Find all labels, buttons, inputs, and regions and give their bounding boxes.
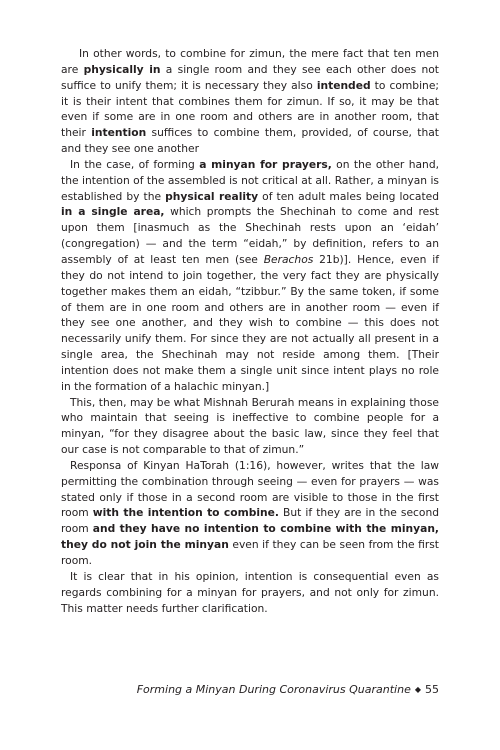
paragraph-minyan-physical bbox=[61, 157, 439, 395]
text-run: But if they are in the second room bbox=[61, 506, 440, 536]
text-run: of ten adult males being located bbox=[258, 189, 439, 203]
text-run: It is clear that in his opinion, intention is consequential even as regards combining for a minyan for prayers, and not only for zimun. This matter needs further clarification. bbox=[61, 569, 439, 615]
bold-text-run: in a single area, bbox=[61, 205, 165, 219]
text-run: 21b)]. Hence, even if they do not intend to join together, the very fact they are physically together makes them an eidah, “tzibbur.” By the same token, if some of them are in one room and others are in another room — even if they see one another, and they wish to combine — this does not necessarily unify them. For since they are not actually all present in a single area, the Shechinah may not reside among them. [Their intention does not make them a single unit since intent plays no role in the formation of a halachic minyan.] bbox=[61, 252, 439, 393]
paragraph-kinyan-hatorah bbox=[61, 458, 439, 569]
diamond-separator-icon: ◆ bbox=[414, 685, 421, 694]
text-run: Responsa of Kinyan HaTorah (1:16), however, writes that the law permitting the combination through seeing — even for prayers — was stated only if those in a second room are visible to those in the first room bbox=[61, 458, 439, 520]
text-run: which prompts the Shechinah to come and rest upon them [inasmuch as the Shechinah rests upon an ‘eidah’ (congregation) — and the term “eidah,” by definition, refers to an assembly of at least ten men (see bbox=[61, 205, 439, 266]
text-run: even if they can be seen from the first room. bbox=[61, 538, 439, 567]
bold-text-run: with the intention to combine. bbox=[92, 506, 279, 520]
italic-text-run: Berachos bbox=[263, 252, 314, 266]
bold-text-run: intended bbox=[316, 78, 371, 92]
page-footer bbox=[61, 683, 439, 698]
text-run: In the case, of forming bbox=[70, 157, 200, 171]
text-run: In other words, to combine for zimun, the mere fact that ten men are bbox=[61, 47, 439, 76]
bold-text-run: intention bbox=[91, 126, 147, 140]
bold-text-run: physical reality bbox=[165, 189, 259, 203]
paragraph-conclusion bbox=[61, 569, 439, 617]
text-run: on the other hand, the intention of the assembled is not critical at all. Rather, a minyan is established by the bbox=[61, 157, 439, 203]
text-run: This, then, may be what Mishnah Berurah means in explaining those who maintain that seeing is ineffective to combine people for a minyan, “for they disagree about the basic law, since they feel that our case is not comparable to that of zimun.” bbox=[61, 395, 439, 457]
bold-text-run: a minyan for prayers, bbox=[199, 157, 332, 171]
bold-text-run: physically in bbox=[83, 62, 161, 76]
paragraph-mishnah-berurah bbox=[61, 395, 439, 458]
page-number: 55 bbox=[425, 683, 439, 696]
bold-text-run: and they have no intention to combine with the minyan, they do not join the minyan bbox=[61, 522, 439, 552]
text-run: to combine; it is their intent that combines them for zimun. If so, it may be that even if some are in one room and others are in another room, that their bbox=[61, 78, 439, 140]
running-title: Forming a Minyan During Coronavirus Quarantine bbox=[136, 683, 411, 696]
text-run: a single room and they see each other does not suffice to unify them; it is necessary they also bbox=[61, 62, 439, 92]
text-run: suffices to combine them, provided, of course, that and they see one another bbox=[61, 126, 439, 156]
paragraph-zimun-intent bbox=[61, 46, 439, 157]
page-body bbox=[61, 46, 439, 616]
